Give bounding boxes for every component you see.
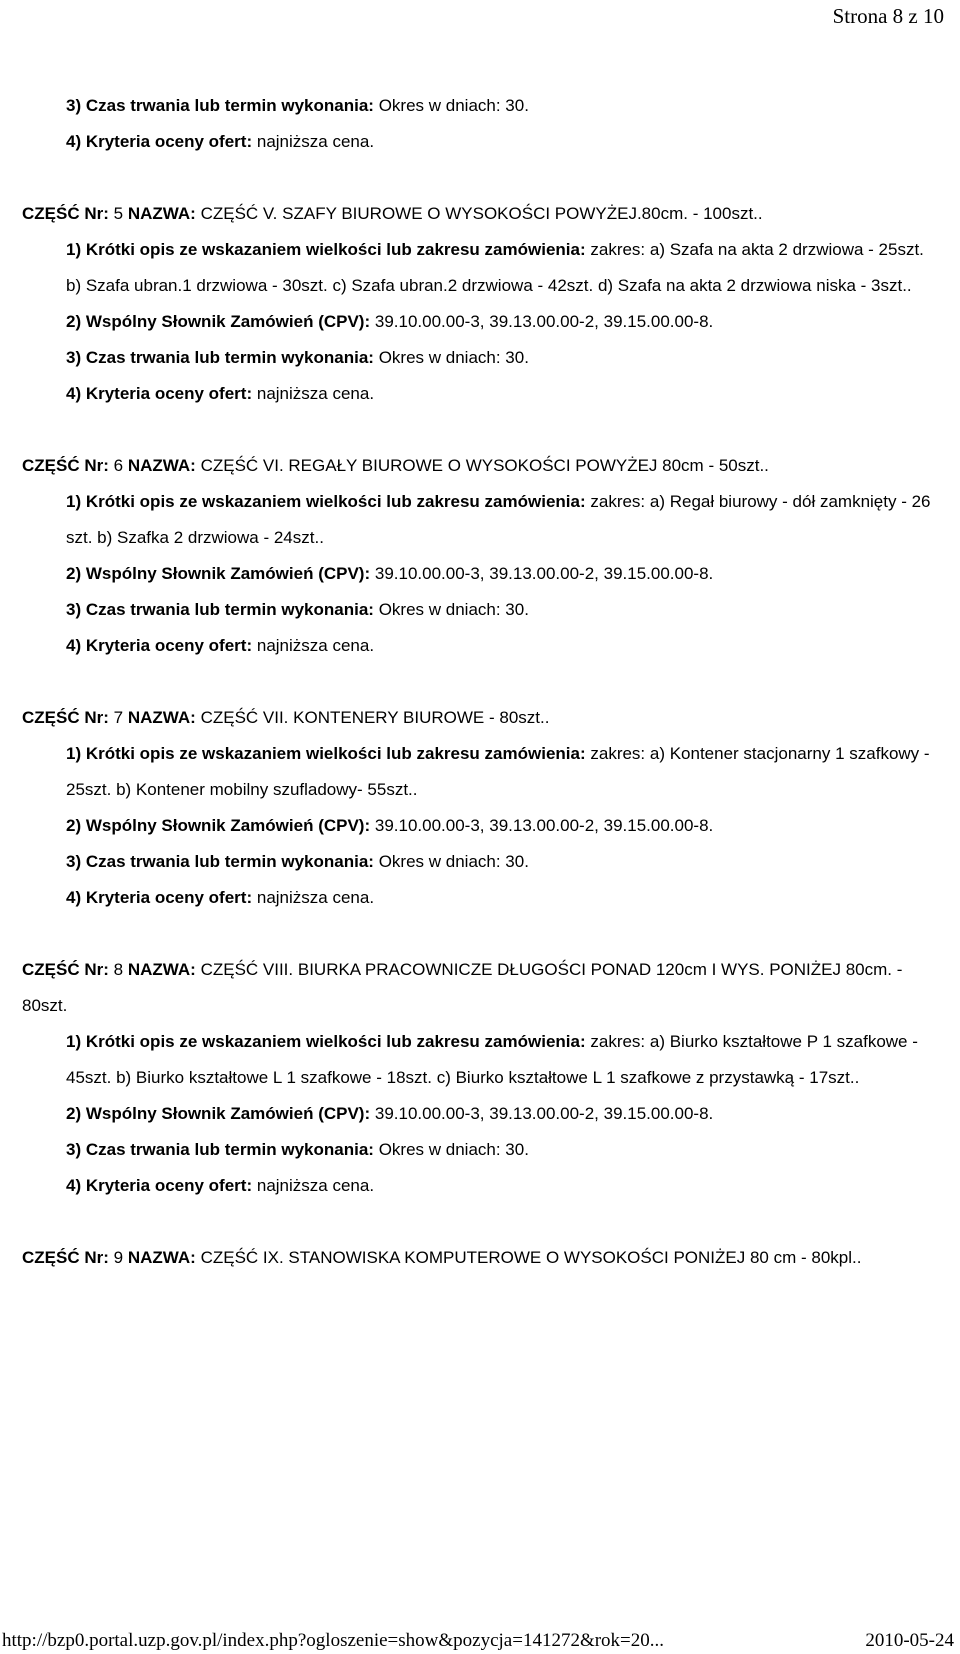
opis-label: 1) Krótki opis ze wskazaniem wielkości lub zakresu zamówienia: [66,492,586,511]
part-nr-label: CZĘŚĆ Nr: [22,1248,109,1267]
part-nr: 8 [113,960,124,979]
page-number: Strona 8 z 10 [832,4,944,28]
czas-value: Okres w dniach: 30. [378,1140,529,1159]
kryteria-value: najniższa cena. [256,132,375,151]
czas-value: Okres w dniach: 30. [378,96,529,115]
cpv-label: 2) Wspólny Słownik Zamówień (CPV): [66,816,371,835]
part-nr: 5 [113,204,124,223]
page-footer [0,1630,960,1652]
part-name: CZĘŚĆ VI. REGAŁY BIUROWE O WYSOKOŚCI POWYŻEJ 80cm - 50szt.. [200,456,769,475]
cpv-value: 39.10.00.00-3, 39.13.00.00-2, 39.15.00.00-8. [374,312,714,331]
part-5-kryteria [66,376,937,412]
part-8-header [22,952,937,1024]
part-nr: 6 [113,456,124,475]
part-7-kryteria [66,880,937,916]
part-nr: 7 [113,708,124,727]
part-nr-label: CZĘŚĆ Nr: [22,960,109,979]
kryteria-label: 4) Kryteria oceny ofert: [66,1176,253,1195]
part-7-opis [66,736,937,808]
part-8-cpv [66,1096,937,1132]
part-8-kryteria [66,1168,937,1204]
czas-label: 3) Czas trwania lub termin wykonania: [66,600,374,619]
kryteria-value: najniższa cena. [256,636,375,655]
part-name-label: NAZWA: [127,1248,196,1267]
opis-label: 1) Krótki opis ze wskazaniem wielkości lub zakresu zamówienia: [66,744,586,763]
footer-url: http://bzp0.portal.uzp.gov.pl/index.php?ogloszenie=show&pozycja=141272&rok=20... [2,1630,665,1651]
part-name: CZĘŚĆ VIII. BIURKA PRACOWNICZE DŁUGOŚCI PONAD 120cm I WYS. PONIŻEJ 80cm. - 80szt. [22,960,903,1015]
part-9-header [22,1240,937,1276]
part-6-cpv [66,556,937,592]
part-nr-label: CZĘŚĆ Nr: [22,204,109,223]
part-5-czas [66,340,937,376]
kryteria-label: 4) Kryteria oceny ofert: [66,636,253,655]
part-nr-label: CZĘŚĆ Nr: [22,456,109,475]
part-5-opis [66,232,937,304]
part-nr: 9 [113,1248,124,1267]
czas-label: 3) Czas trwania lub termin wykonania: [66,348,374,367]
part-5-cpv [66,304,937,340]
kryteria-label: 4) Kryteria oceny ofert: [66,888,253,907]
czas-value: Okres w dniach: 30. [378,348,529,367]
opis-value: zakres: a) Regał biurowy - dół zamknięty - 26 szt. b) Szafka 2 drzwiowa - 24szt.. [66,492,931,547]
kryteria-label: 4) Kryteria oceny ofert: [66,384,253,403]
intro-kryteria [66,124,937,160]
part-name-label: NAZWA: [127,960,196,979]
part-6-kryteria [66,628,937,664]
part-nr-label: CZĘŚĆ Nr: [22,708,109,727]
kryteria-value: najniższa cena. [256,1176,375,1195]
part-name: CZĘŚĆ VII. KONTENERY BIUROWE - 80szt.. [200,708,550,727]
part-5-header [22,196,937,232]
cpv-value: 39.10.00.00-3, 39.13.00.00-2, 39.15.00.00-8. [374,816,714,835]
part-7-czas [66,844,937,880]
part-7-header [22,700,937,736]
cpv-value: 39.10.00.00-3, 39.13.00.00-2, 39.15.00.00-8. [374,1104,714,1123]
opis-value: zakres: a) Biurko kształtowe P 1 szafkowe - 45szt. b) Biurko kształtowe L 1 szafkowe - 18szt. c) Biurko kształtowe L 1 szafkowe z przystawką - 17szt.. [66,1032,918,1087]
cpv-label: 2) Wspólny Słownik Zamówień (CPV): [66,312,371,331]
opis-value: zakres: a) Szafa na akta 2 drzwiowa - 25szt. b) Szafa ubran.1 drzwiowa - 30szt. c) Szafa ubran.2 drzwiowa - 42szt. d) Szafa na akta 2 drzwiowa niska - 3szt.. [66,240,924,295]
cpv-label: 2) Wspólny Słownik Zamówień (CPV): [66,1104,371,1123]
cpv-value: 39.10.00.00-3, 39.13.00.00-2, 39.15.00.00-8. [374,564,714,583]
kryteria-value: najniższa cena. [256,384,375,403]
opis-value: zakres: a) Kontener stacjonarny 1 szafkowy - 25szt. b) Kontener mobilny szufladowy- 55szt.. [66,744,930,799]
kryteria-label: 4) Kryteria oceny ofert: [66,132,253,151]
part-name: CZĘŚĆ V. SZAFY BIUROWE O WYSOKOŚCI POWYŻEJ.80cm. - 100szt.. [200,204,763,223]
part-7-cpv [66,808,937,844]
part-name-label: NAZWA: [127,204,196,223]
document-body [22,88,937,1276]
opis-label: 1) Krótki opis ze wskazaniem wielkości lub zakresu zamówienia: [66,240,586,259]
part-6-opis [66,484,937,556]
czas-value: Okres w dniach: 30. [378,600,529,619]
part-6-czas [66,592,937,628]
intro-czas [66,88,937,124]
part-8-opis [66,1024,937,1096]
opis-label: 1) Krótki opis ze wskazaniem wielkości lub zakresu zamówienia: [66,1032,586,1051]
footer-date: 2010-05-24 [865,1630,954,1651]
part-8-czas [66,1132,937,1168]
part-name-label: NAZWA: [127,708,196,727]
czas-value: Okres w dniach: 30. [378,852,529,871]
czas-label: 3) Czas trwania lub termin wykonania: [66,96,374,115]
czas-label: 3) Czas trwania lub termin wykonania: [66,852,374,871]
kryteria-value: najniższa cena. [256,888,375,907]
part-name-label: NAZWA: [127,456,196,475]
cpv-label: 2) Wspólny Słownik Zamówień (CPV): [66,564,371,583]
czas-label: 3) Czas trwania lub termin wykonania: [66,1140,374,1159]
part-6-header [22,448,937,484]
part-name: CZĘŚĆ IX. STANOWISKA KOMPUTEROWE O WYSOKOŚCI PONIŻEJ 80 cm - 80kpl.. [200,1248,862,1267]
